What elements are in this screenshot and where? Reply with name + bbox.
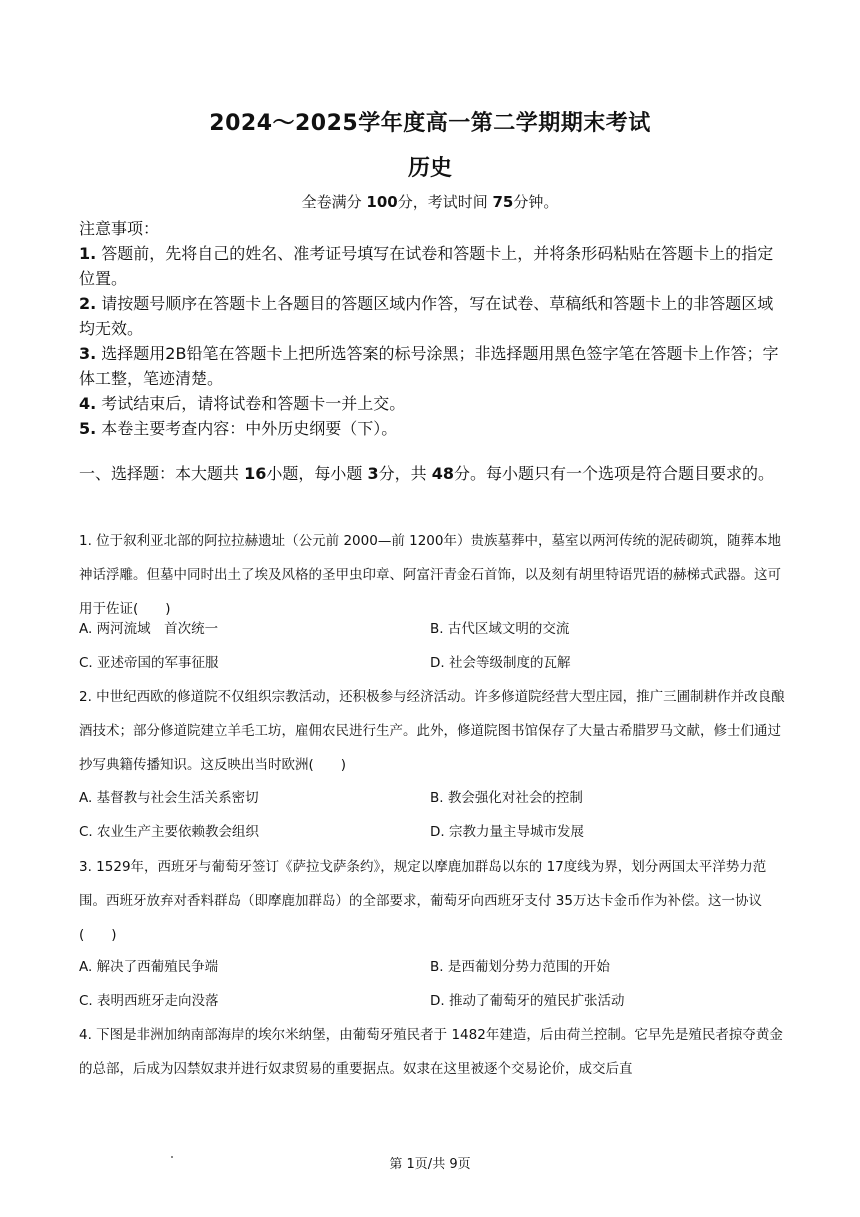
note-item xyxy=(79,291,789,341)
question-3-stem: 3. 1529年，西班牙与葡萄牙签订《萨拉戈萨条约》，规定以摩鹿加群岛以东的 17度线为界，划分两国太平洋势力范围。西班牙放弃对香料群岛（即摩鹿加群岛）的全部要求，葡萄牙向西班牙支付 35万达卡金币作为补偿。这一协议( ) xyxy=(79,859,767,943)
info-score: 100 xyxy=(366,193,398,211)
note-item xyxy=(79,241,789,291)
subject-title: 历史 xyxy=(407,156,452,181)
note-text: 本卷主要考查内容：中外历史纲要（下）。 xyxy=(96,419,398,438)
note-item xyxy=(79,391,789,416)
question-2-options xyxy=(79,781,791,849)
page-footer: 第 1页/共 9页 xyxy=(389,1157,471,1172)
note-number: 1. xyxy=(79,244,97,263)
exam-title: 2024～2025学年度高一第二学期期末考试 xyxy=(209,111,651,136)
note-text: 考试结束后，请将试卷和答题卡一并上交。 xyxy=(96,394,406,413)
info-time: 75 xyxy=(492,193,514,211)
note-text: 请按题号顺序在答题卡上各题目的答题区域内作答，写在试卷、草稿纸和答题卡上的非答题区域均无效。 xyxy=(79,294,774,338)
note-number: 4. xyxy=(79,394,97,413)
question-3-options xyxy=(79,950,791,1018)
info-prefix: 全卷满分 xyxy=(301,193,367,211)
option-a: A. 两河流域 首次统一 xyxy=(79,621,219,637)
section-text: 一、选择题：本大题共 xyxy=(79,464,245,483)
option-c: C. 亚述帝国的军事征服 xyxy=(79,655,219,671)
option-b: B. 古代区域文明的交流 xyxy=(430,621,570,637)
section-each: 3 xyxy=(367,464,379,483)
note-text: 选择题用2B铅笔在答题卡上把所选答案的标号涂黑；非选择题用黑色签字笔在答题卡上作答；字体工整，笔迹清楚。 xyxy=(79,344,779,388)
info-mid: 分，考试时间 xyxy=(397,193,493,211)
notes-block xyxy=(79,216,789,441)
option-d: D. 宗教力量主导城市发展 xyxy=(430,824,584,840)
option-d: D. 推动了葡萄牙的殖民扩张活动 xyxy=(430,993,625,1009)
note-number: 5. xyxy=(79,419,97,438)
question-1-options xyxy=(79,612,791,680)
option-d: D. 社会等级制度的瓦解 xyxy=(430,655,571,671)
note-item xyxy=(79,341,789,391)
option-b: B. 是西葡划分势力范围的开始 xyxy=(430,959,610,975)
note-number: 2. xyxy=(79,294,97,313)
section-text: 分。每小题只有一个选项是符合题目要求的。 xyxy=(453,464,774,483)
option-c: C. 表明西班牙走向没落 xyxy=(79,993,219,1009)
question-1-stem: 1. 位于叙利亚北部的阿拉拉赫遗址（公元前 2000—前 1200年）贵族墓葬中，墓室以两河传统的泥砖砌筑，随葬本地神话浮雕。但墓中同时出土了埃及风格的圣甲虫印章、阿富汗青金石首饰，以及刻有胡里特语咒语的赫梯式武器。这可用于佐证( ) xyxy=(79,533,781,617)
section-text: 分，共 xyxy=(378,464,432,483)
info-suffix: 分钟。 xyxy=(513,193,559,211)
note-number: 3. xyxy=(79,344,97,363)
question-2-stem: 2. 中世纪西欧的修道院不仅组织宗教活动，还积极参与经济活动。许多修道院经营大型庄园，推广三圃制耕作并改良酿酒技术；部分修道院建立羊毛工坊，雇佣农民进行生产。此外，修道院图书馆保存了大量古希腊罗马文献，修士们通过抄写典籍传播知识。这反映出当时欧洲( ) xyxy=(79,689,785,773)
section-text: 小题，每小题 xyxy=(266,464,368,483)
section-total: 48 xyxy=(431,464,454,483)
question-4-stem: 4. 下图是非洲加纳南部海岸的埃尔米纳堡，由葡萄牙殖民者于 1482年建造，后由荷兰控制。它早先是殖民者掠夺黄金的总部，后成为囚禁奴隶并进行奴隶贸易的重要据点。奴隶在这里被逐个交易论价，成交后直 xyxy=(79,1027,783,1077)
option-a: A. 基督教与社会生活关系密切 xyxy=(79,790,259,806)
option-c: C. 农业生产主要依赖教会组织 xyxy=(79,824,260,840)
section-heading xyxy=(79,460,789,487)
notes-heading: 注意事项： xyxy=(79,219,160,238)
option-a: A. 解决了西葡殖民争端 xyxy=(79,959,219,975)
note-item xyxy=(79,416,789,441)
option-b: B. 教会强化对社会的控制 xyxy=(430,790,583,806)
section-count: 16 xyxy=(244,464,267,483)
exam-info xyxy=(0,191,860,212)
note-text: 答题前，先将自己的姓名、准考证号填写在试卷和答题卡上，并将条形码粘贴在答题卡上的指定位置。 xyxy=(79,244,774,288)
